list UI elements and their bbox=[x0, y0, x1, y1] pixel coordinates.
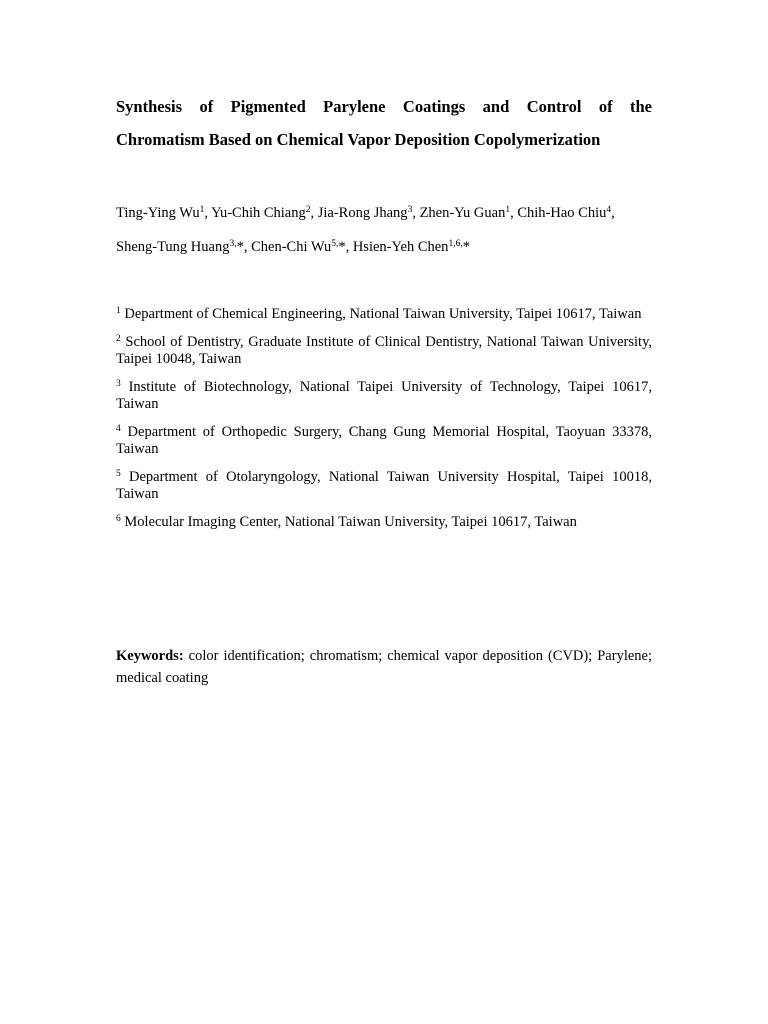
affiliation-text: Department of Chemical Engineering, National Taiwan University, Taipei 10617, Taiwan bbox=[120, 306, 642, 322]
affiliation-number: 3 bbox=[116, 379, 121, 389]
affiliation-item bbox=[116, 514, 652, 531]
affiliation-text: Molecular Imaging Center, National Taiwan University, Taipei 10617, Taiwan bbox=[120, 514, 577, 530]
author-separator: , bbox=[510, 205, 518, 221]
author-affiliation-mark: 1,6, bbox=[448, 239, 463, 249]
affiliation-list bbox=[116, 306, 652, 542]
affiliation-item bbox=[116, 379, 652, 413]
affiliation-text: Department of Otolaryngology, National Taiwan University Hospital, Taipei 10018, Taiwan bbox=[116, 469, 652, 502]
author-affiliation-mark: 1 bbox=[505, 205, 511, 215]
author-name: Jia-Rong Jhang bbox=[317, 205, 408, 221]
author-name: Ting-Ying Wu bbox=[116, 205, 200, 221]
author-name: Chih-Hao Chiu bbox=[517, 205, 607, 221]
author-affiliation-mark: 3, bbox=[229, 239, 237, 249]
author-separator: * bbox=[462, 239, 470, 255]
author-separator: , bbox=[412, 205, 420, 221]
author-separator: , bbox=[310, 205, 318, 221]
affiliation-number: 2 bbox=[116, 334, 121, 344]
author-affiliation-mark: 5, bbox=[331, 239, 339, 249]
affiliation-item bbox=[116, 469, 652, 503]
author-affiliation-mark: 4 bbox=[606, 205, 612, 215]
author-affiliation-mark: 2 bbox=[305, 205, 311, 215]
title-line-2: Chromatism Based on Chemical Vapor Deposition Copolymerization bbox=[116, 130, 601, 149]
author-name: Zhen-Yu Guan bbox=[419, 205, 506, 221]
affiliation-number: 4 bbox=[116, 424, 121, 434]
author-name: Chen-Chi Wu bbox=[251, 239, 332, 255]
affiliation-text: Department of Orthopedic Surgery, Chang Gung Memorial Hospital, Taoyuan 33378, Taiwan bbox=[116, 424, 652, 457]
affiliation-text: Institute of Biotechnology, National Taipei University of Technology, Taipei 10617, Taiwan bbox=[116, 379, 652, 412]
keywords-text: color identification; chromatism; chemical vapor deposition (CVD); Parylene; medical coating bbox=[116, 648, 652, 686]
author-affiliation-mark: 3 bbox=[407, 205, 413, 215]
keywords-label: Keywords: bbox=[116, 648, 184, 664]
author-separator: *, bbox=[338, 239, 353, 255]
affiliation-item bbox=[116, 424, 652, 458]
keywords-block bbox=[116, 645, 652, 689]
author-name: Hsien-Yeh Chen bbox=[352, 239, 449, 255]
affiliation-number: 1 bbox=[116, 306, 121, 316]
author-separator: *, bbox=[236, 239, 252, 255]
author-name: Sheng-Tung Huang bbox=[116, 239, 230, 255]
affiliation-number: 6 bbox=[116, 514, 121, 524]
author-separator: , bbox=[611, 205, 615, 221]
author-separator: , bbox=[204, 205, 212, 221]
paper-title bbox=[116, 90, 652, 156]
author-list bbox=[116, 196, 664, 264]
affiliation-item bbox=[116, 306, 652, 323]
author-name: Yu-Chih Chiang bbox=[211, 205, 306, 221]
affiliation-item bbox=[116, 334, 652, 368]
title-line-1: Synthesis of Pigmented Parylene Coatings and Control of the bbox=[116, 97, 652, 116]
affiliation-number: 5 bbox=[116, 469, 121, 479]
author-affiliation-mark: 1 bbox=[199, 205, 205, 215]
affiliation-text: School of Dentistry, Graduate Institute of Clinical Dentistry, National Taiwan University, Taipei 10048, Taiwan bbox=[116, 334, 652, 367]
